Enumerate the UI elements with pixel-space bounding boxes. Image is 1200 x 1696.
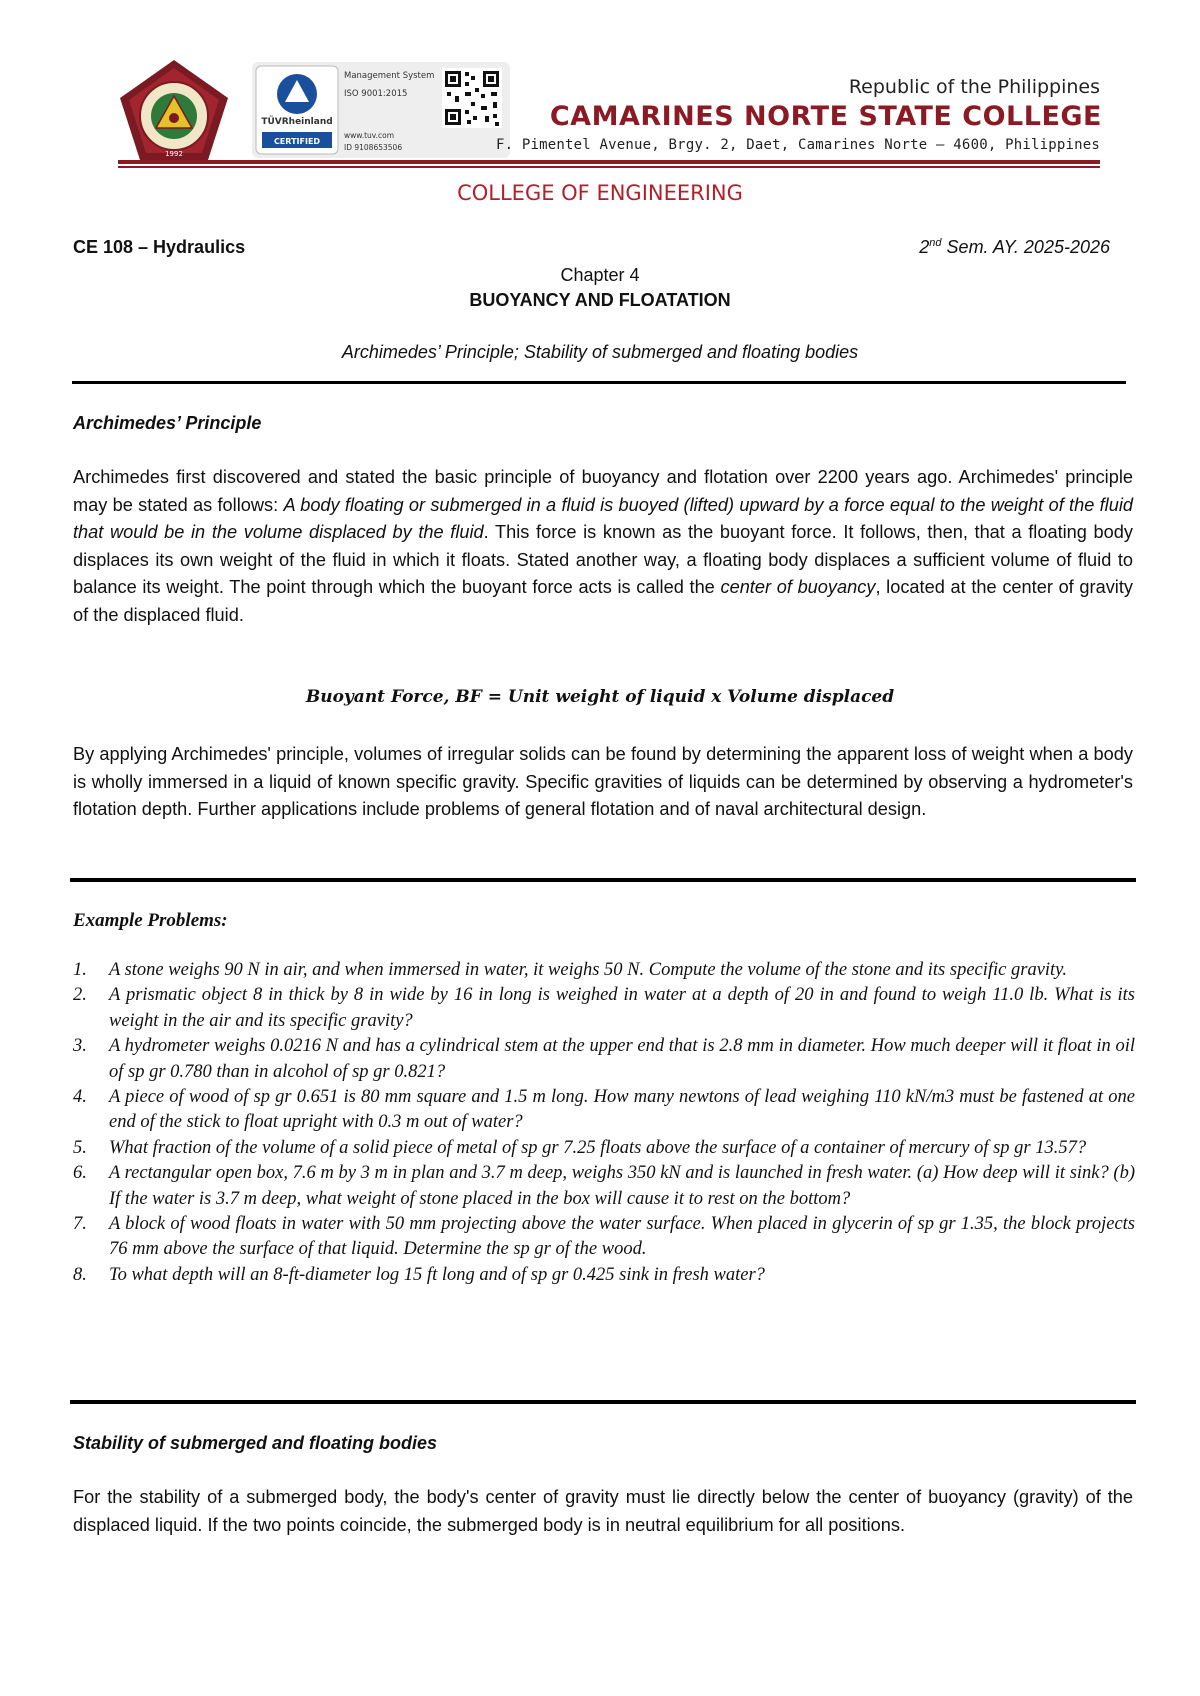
qr-code-icon xyxy=(442,68,502,128)
section-heading-stability: Stability of submerged and floating bodies xyxy=(73,1433,438,1453)
problem-text: A prismatic object 8 in thick by 8 in wide by 16 in long is weighed in water at a depth of 20 in and found to weigh 11.0 lb. What is its weight in the air and its specific gravity? xyxy=(109,985,1135,1031)
problem-item xyxy=(73,1085,1135,1136)
svg-text:ID 9108653506: ID 9108653506 xyxy=(344,143,403,152)
problem-number: 3. xyxy=(73,1036,87,1057)
chapter-number: Chapter 4 xyxy=(560,265,640,285)
section-divider xyxy=(70,878,1136,882)
letterhead-divider xyxy=(118,160,1100,164)
svg-text:TÜVRheinland: TÜVRheinland xyxy=(261,117,333,127)
chapter-subtitle: Archimedes’ Principle; Stability of submerged and floating bodies xyxy=(341,342,859,362)
department-name: COLLEGE OF ENGINEERING xyxy=(457,181,743,205)
problem-text: A hydrometer weighs 0.0216 N and has a cylindrical stem at the upper end that is 2.8 mm in diameter. How much deeper will it float in oil of sp gr 0.780 than in alcohol of sp gr 0.821? xyxy=(109,1036,1135,1082)
svg-text:CERTIFIED: CERTIFIED xyxy=(273,137,321,146)
college-address: F. Pimentel Avenue, Brgy. 2, Daet, Camarines Norte – 4600, Philippines xyxy=(495,137,1100,153)
problem-list xyxy=(73,958,1135,1288)
problem-item xyxy=(73,958,1135,983)
problem-item xyxy=(73,1263,1135,1288)
svg-text:www.tuv.com: www.tuv.com xyxy=(344,131,395,140)
course-code: CE 108 – Hydraulics xyxy=(73,237,246,257)
letterhead-divider-thin xyxy=(118,166,1100,168)
problem-number: 8. xyxy=(73,1264,87,1285)
problem-item xyxy=(73,1136,1135,1161)
section-divider xyxy=(72,381,1126,384)
section-divider xyxy=(70,1400,1136,1404)
problem-number: 2. xyxy=(73,985,87,1006)
problem-number: 5. xyxy=(73,1137,87,1158)
applications-paragraph: By applying Archimedes' principle, volumes of irregular solids can be found by determining the apparent loss of weight when a body is wholly immersed in a liquid of known specific gravity. Specific gravities of liquids can be determined by observing a hydrometer's flotation depth. Further applications include problems of general flotation and of naval architectural design. xyxy=(73,744,1133,819)
problem-number: 7. xyxy=(73,1214,87,1235)
buoyant-force-formula: Buoyant Force, BF = Unit weight of liquid x Volume displaced xyxy=(305,687,895,707)
problem-text: To what depth will an 8-ft-diameter log 15 ft long and of sp gr 0.425 sink in fresh water? xyxy=(109,1264,765,1285)
problem-number: 4. xyxy=(73,1087,87,1108)
problem-item xyxy=(73,1034,1135,1085)
stability-paragraph: For the stability of a submerged body, the body's center of gravity must lie directly below the center of buoyancy (gravity) of the displaced liquid. If the two points coincide, the submerged body is in neutral equilibrium for all positions. xyxy=(73,1487,1133,1535)
archimedes-paragraph: Archimedes first discovered and stated the basic principle of buoyancy and flotation over 2200 years ago. Archimedes' principle may be stated as follows: A body floating or submerged in a fluid is buoyed (lifted) upward by a force equal to the weight of the fluid that would be in the volume displaced by the fluid. This force is known as the buoyant force. It follows, then, that a floating body displaces its own weight of the fluid in which it floats. Stated another way, a floating body displaces a sufficient volume of fluid to balance its weight. The point through which the buoyant force acts is called the center of buoyancy, located at the center of gravity of the displaced fluid. xyxy=(73,467,1133,625)
problem-item xyxy=(73,983,1135,1034)
svg-text:ISO 9001:2015: ISO 9001:2015 xyxy=(344,89,408,99)
svg-text:Management System: Management System xyxy=(344,71,435,81)
college-name: CAMARINES NORTE STATE COLLEGE xyxy=(549,101,1102,132)
problem-item xyxy=(73,1212,1135,1263)
section-heading-archimedes: Archimedes’ Principle xyxy=(73,413,262,433)
iso-certification-badge xyxy=(252,62,510,158)
svg-text:1992: 1992 xyxy=(165,150,183,158)
college-seal-logo xyxy=(118,58,230,162)
example-problems-heading: Example Problems: xyxy=(73,910,228,931)
problem-text: A rectangular open box, 7.6 m by 3 m in plan and 3.7 m deep, weighs 350 kN and is launched in fresh water. (a) How deep will it sink? (b) If the water is 3.7 m deep, what weight of stone placed in the box will cause it to rest on the bottom? xyxy=(109,1163,1135,1209)
problem-number: 6. xyxy=(73,1163,87,1184)
republic-label: Republic of the Philippines xyxy=(848,76,1100,98)
problem-text: What fraction of the volume of a solid piece of metal of sp gr 7.25 floats above the surface of a container of mercury of sp gr 13.57? xyxy=(109,1137,1087,1158)
problem-number: 1. xyxy=(73,960,87,980)
chapter-title: BUOYANCY AND FLOATATION xyxy=(469,290,731,310)
semester-label: 2nd Sem. AY. 2025-2026 xyxy=(919,237,1110,257)
problem-text: A stone weighs 90 N in air, and when immersed in water, it weighs 50 N. Compute the volume of the stone and its specific gravity. xyxy=(109,960,1067,980)
problem-text: A piece of wood of sp gr 0.651 is 80 mm square and 1.5 m long. How many newtons of lead weighing 110 kN/m3 must be fastened at one end of the stick to float upright with 0.3 m out of water? xyxy=(109,1087,1135,1133)
problem-text: A block of wood floats in water with 50 mm projecting above the water surface. When placed in glycerin of sp gr 1.35, the block projects 76 mm above the surface of that liquid. Determine the sp gr of the wood. xyxy=(109,1214,1135,1260)
problem-item xyxy=(73,1161,1135,1212)
